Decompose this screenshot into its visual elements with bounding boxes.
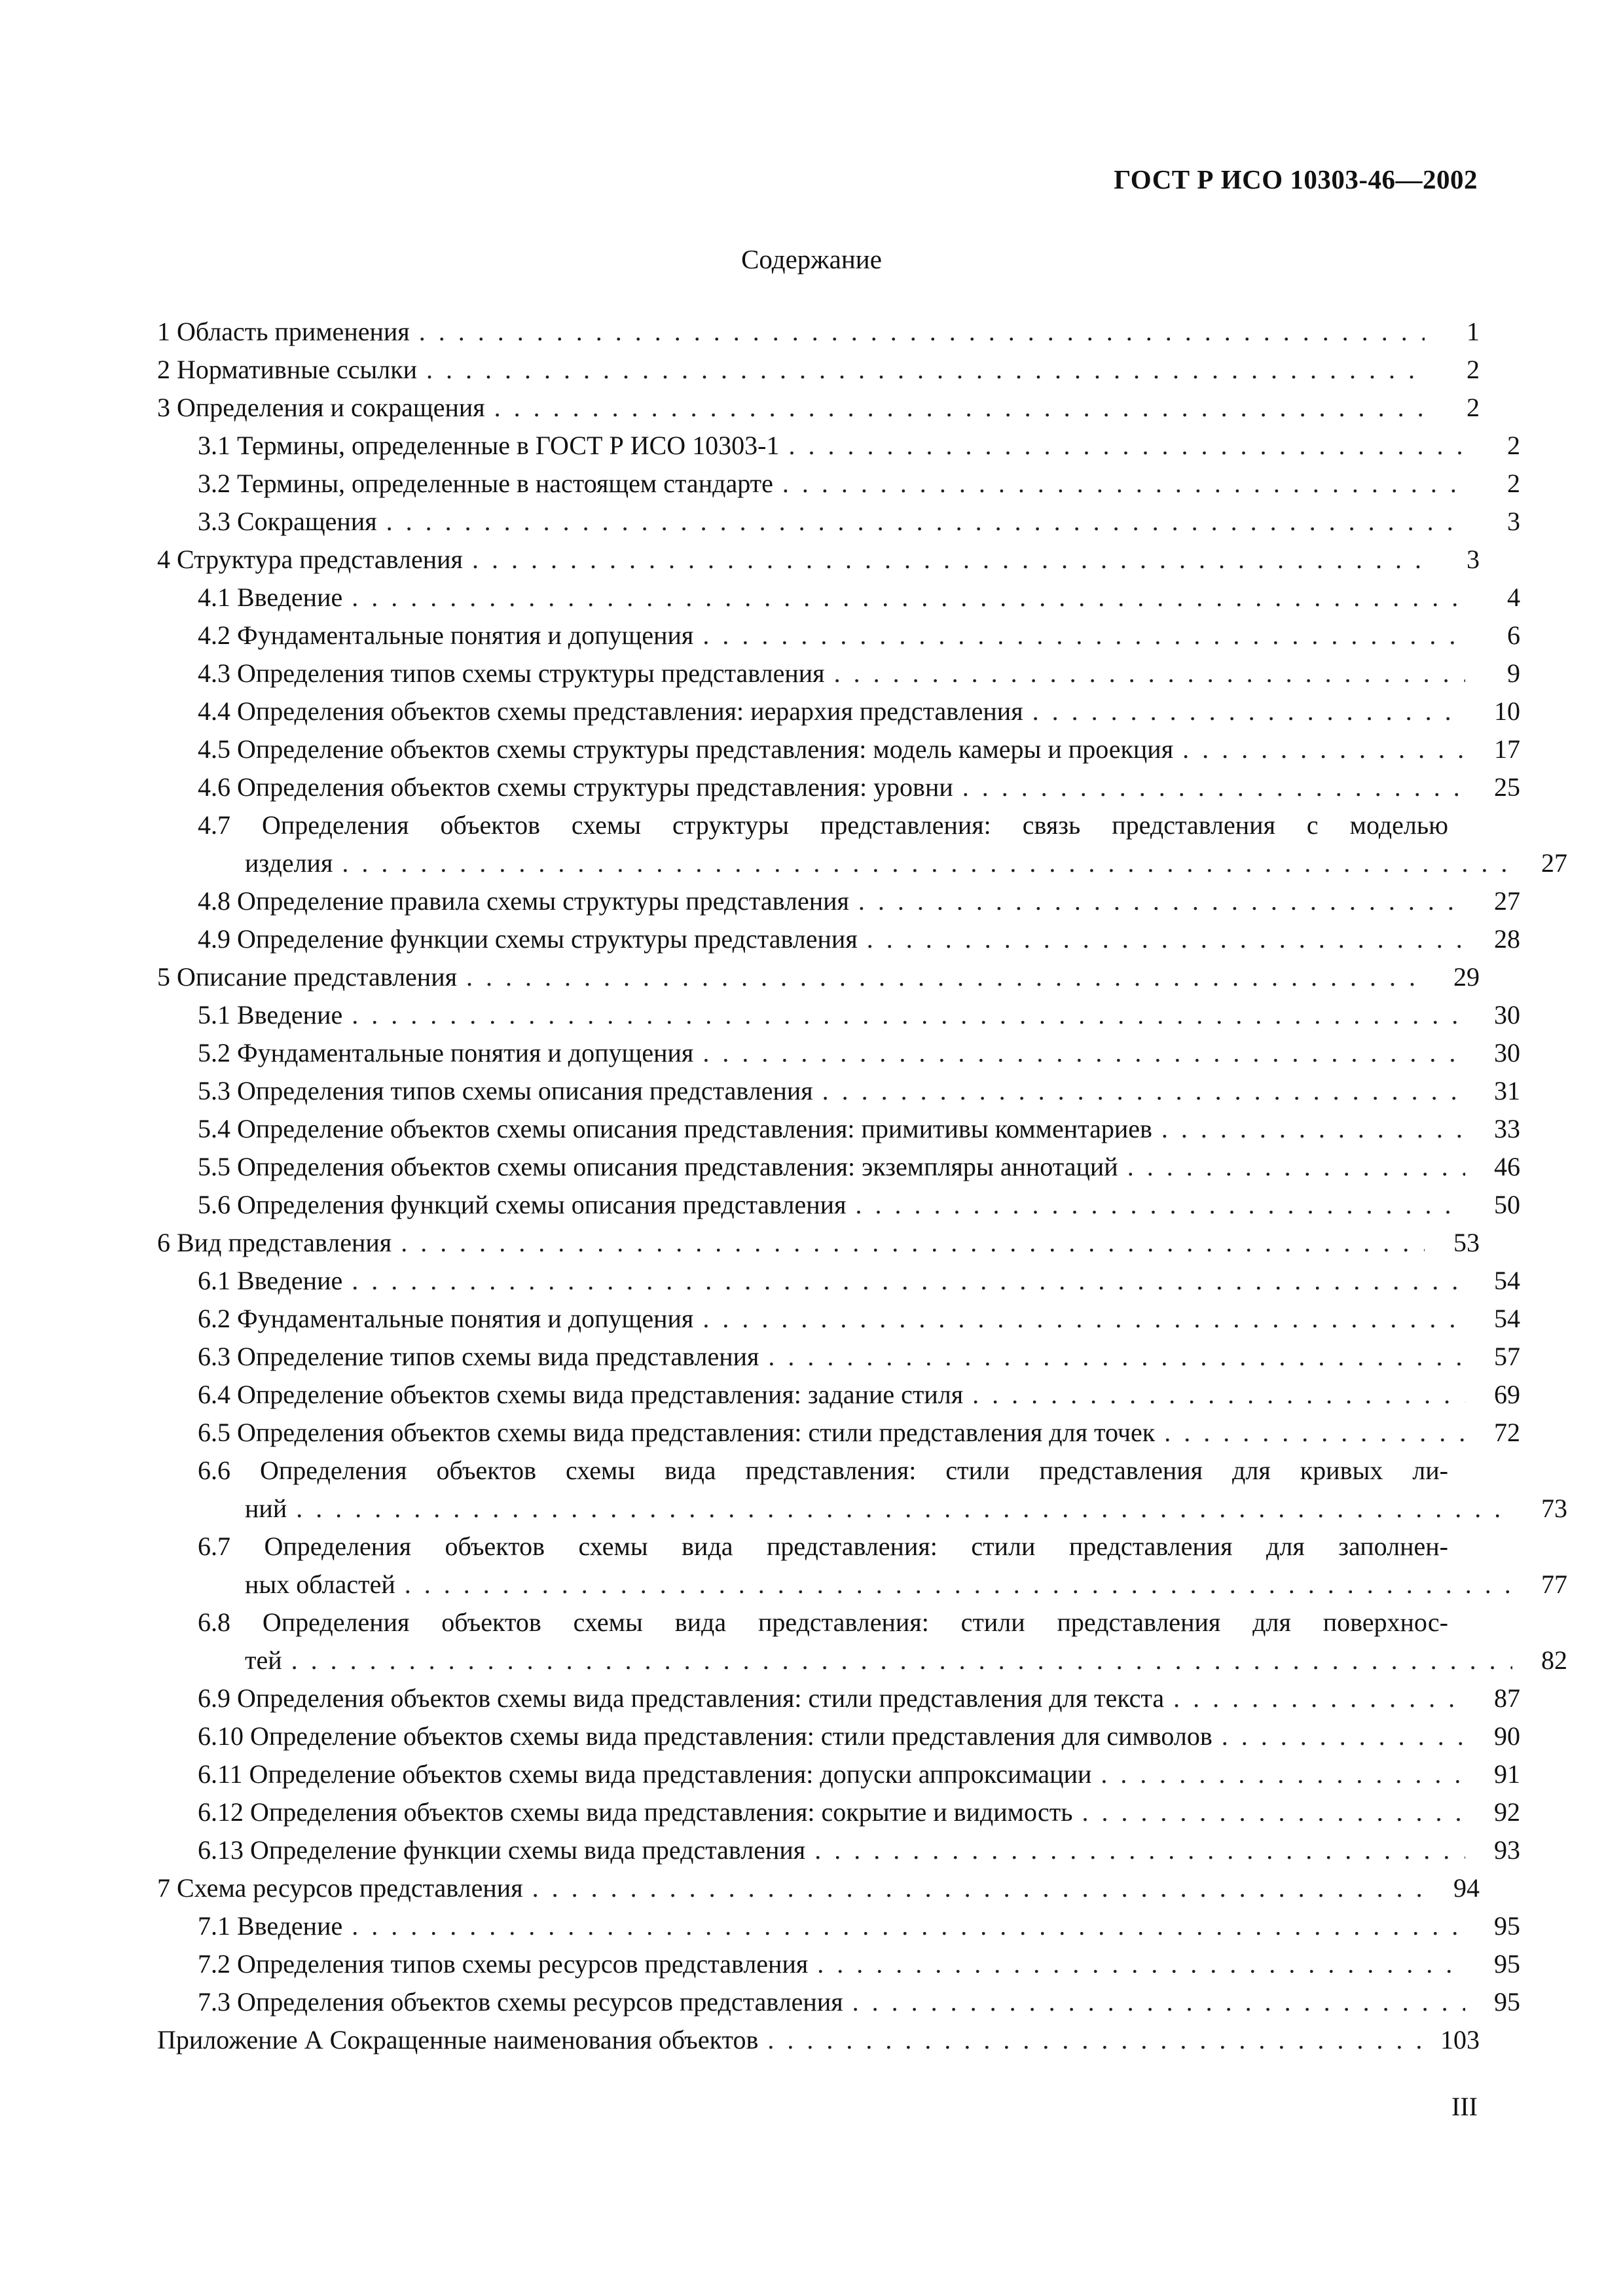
toc-entry-title: 7 Схема ресурсов представления <box>157 1873 523 1903</box>
toc-entry-row <box>198 1148 1520 1186</box>
toc-entry[interactable] <box>157 1148 1520 1186</box>
toc-entry[interactable] <box>157 1604 1567 1679</box>
toc-entry-row <box>198 1679 1520 1717</box>
toc-entry-page-number: 92 <box>1494 1797 1520 1827</box>
toc-entry[interactable] <box>157 1528 1567 1604</box>
toc-entry-title-continuation: тей <box>245 1645 282 1675</box>
dot-leader <box>834 655 1465 692</box>
toc-entry-row <box>198 1983 1520 2021</box>
toc-entry[interactable] <box>157 1452 1567 1528</box>
toc-entry-row <box>198 1110 1520 1148</box>
dot-leader <box>1161 1110 1465 1148</box>
toc-entry-page-number: 2 <box>1467 393 1480 422</box>
toc-entry-title: 4.2 Фундаментальные понятия и допущения <box>198 620 694 650</box>
dot-leader <box>972 1376 1465 1414</box>
toc-entry-title: 2 Нормативные ссылки <box>157 355 418 384</box>
dot-leader <box>291 1641 1512 1679</box>
toc-entry-title: 5.4 Определение объектов схемы описания представления: примитивы комментариев <box>198 1114 1152 1143</box>
toc-entry-row <box>198 1831 1520 1869</box>
toc-entry-page-number: 3 <box>1467 545 1480 574</box>
dot-leader <box>532 1869 1425 1907</box>
toc-entry-title: Приложение А Сокращенные наименования объектов <box>157 2025 759 2054</box>
toc-entry[interactable] <box>157 503 1520 541</box>
toc-entry-title: 6.6 Определения объектов схемы вида представления: стили представления для кривых ли- <box>198 1456 1448 1485</box>
dot-leader <box>342 844 1512 882</box>
toc-entry-page-number: 95 <box>1494 1911 1520 1941</box>
dot-leader <box>386 503 1465 541</box>
toc-entry-title: 4.5 Определение объектов схемы структуры представления: модель камеры и проекция <box>198 734 1174 764</box>
toc-entry[interactable] <box>157 1907 1520 1945</box>
dot-leader <box>855 1186 1465 1224</box>
toc-entry[interactable] <box>157 806 1567 882</box>
toc-entry[interactable] <box>157 1224 1480 1262</box>
toc-entry-page-number: 77 <box>1541 1570 1567 1599</box>
toc-entry-title: 5.2 Фундаментальные понятия и допущения <box>198 1038 694 1067</box>
dot-leader <box>822 1072 1465 1110</box>
dot-leader <box>1182 730 1465 768</box>
dot-leader <box>817 1945 1465 1983</box>
toc-entry-row <box>198 996 1520 1034</box>
toc-entry-page-number: 6 <box>1507 620 1520 650</box>
toc-entry-row <box>157 351 1480 389</box>
toc-entry[interactable] <box>157 958 1480 996</box>
toc-entry-row <box>198 730 1520 768</box>
document-code-header: ГОСТ Р ИСО 10303-46—2002 <box>1114 164 1478 194</box>
toc-entry-title: 6.12 Определения объектов схемы вида представления: сокрытие и видимость <box>198 1797 1073 1827</box>
toc-entry-title: 5.1 Введение <box>198 1000 343 1030</box>
dot-leader <box>782 465 1465 503</box>
dot-leader <box>702 1300 1465 1338</box>
toc-entry-title: 4.1 Введение <box>198 583 343 612</box>
toc-entry-page-number: 2 <box>1467 355 1480 384</box>
toc-entry-row <box>198 1566 1567 1604</box>
toc-entry-title: 7.3 Определения объектов схемы ресурсов представления <box>198 1987 843 2017</box>
dot-leader <box>858 882 1465 920</box>
toc-entry-page-number: 72 <box>1494 1418 1520 1447</box>
dot-leader <box>1164 1414 1465 1452</box>
dot-leader <box>405 1566 1512 1604</box>
dot-leader <box>352 1907 1465 1945</box>
toc-entry-title: 4 Структура представления <box>157 545 463 574</box>
toc-entry-row <box>198 1641 1567 1679</box>
toc-entry[interactable] <box>157 1262 1520 1300</box>
toc-entry[interactable] <box>157 617 1520 655</box>
toc-entry-page-number: 29 <box>1453 962 1480 992</box>
toc-entry[interactable] <box>157 882 1520 920</box>
toc-entry-row <box>198 1755 1520 1793</box>
toc-entry-page-number: 57 <box>1494 1342 1520 1371</box>
toc-entry-page-number: 25 <box>1494 772 1520 802</box>
toc-entry[interactable] <box>157 1869 1480 1907</box>
toc-entry-page-number: 53 <box>1453 1228 1480 1257</box>
dot-leader <box>788 427 1465 465</box>
toc-entry-page-number: 2 <box>1507 469 1520 498</box>
toc-entry[interactable] <box>157 1831 1520 1869</box>
toc-entry[interactable] <box>157 1338 1520 1376</box>
toc-entry-title: 4.3 Определения типов схемы структуры представления <box>198 658 825 688</box>
dot-leader <box>352 996 1465 1034</box>
toc-entry[interactable] <box>157 692 1520 730</box>
toc-entry[interactable] <box>157 655 1520 692</box>
dot-leader <box>702 1034 1465 1072</box>
toc-entry[interactable] <box>157 768 1520 806</box>
toc-entry-row <box>198 655 1520 692</box>
toc-entry-row <box>198 1034 1520 1072</box>
toc-entry-page-number: 93 <box>1494 1835 1520 1865</box>
toc-entry-row <box>198 427 1520 465</box>
toc-entry-page-number: 46 <box>1494 1152 1520 1181</box>
toc-entry-row <box>198 1490 1567 1528</box>
toc-entry-title: 6.10 Определение объектов схемы вида представления: стили представления для символов <box>198 1721 1213 1751</box>
toc-entry-row <box>198 1793 1520 1831</box>
toc-entry-title: 5.6 Определения функций схемы описания представления <box>198 1190 847 1219</box>
toc-entry-row <box>198 1072 1520 1110</box>
toc-entry-row <box>198 1717 1520 1755</box>
toc-entry-page-number: 54 <box>1494 1304 1520 1333</box>
dot-leader <box>472 541 1425 579</box>
toc-entry-title: 1 Область применения <box>157 317 410 346</box>
toc-entry[interactable] <box>157 1376 1520 1414</box>
toc-entry[interactable] <box>157 1034 1520 1072</box>
dot-leader <box>852 1983 1465 2021</box>
toc-entry[interactable] <box>157 1945 1520 1983</box>
toc-entry-row <box>198 465 1520 503</box>
toc-entry-title: 4.6 Определения объектов схемы структуры представления: уровни <box>198 772 953 802</box>
toc-entry-title: 4.4 Определения объектов схемы представления: иерархия представления <box>198 696 1023 726</box>
toc-entry-page-number: 90 <box>1494 1721 1520 1751</box>
toc-entry-title: 4.8 Определение правила схемы структуры представления <box>198 886 849 916</box>
dot-leader <box>1222 1717 1465 1755</box>
toc-entry-page-number: 95 <box>1494 1949 1520 1979</box>
toc-entry-row <box>198 768 1520 806</box>
dot-leader <box>1173 1679 1465 1717</box>
toc-entry-row <box>198 882 1520 920</box>
dot-leader <box>1032 692 1465 730</box>
toc-entry-page-number: 69 <box>1494 1380 1520 1409</box>
toc-entry[interactable] <box>157 1414 1520 1452</box>
toc-entry-row <box>198 844 1567 882</box>
toc-entry-row <box>157 1224 1480 1262</box>
toc-entry[interactable] <box>157 730 1520 768</box>
toc-entry-row <box>198 1300 1520 1338</box>
dot-leader <box>419 313 1425 351</box>
toc-entry-title: 6.9 Определения объектов схемы вида представления: стили представления для текста <box>198 1683 1165 1713</box>
page-number: III <box>1451 2092 1478 2121</box>
toc-entry-title: 6.1 Введение <box>198 1266 343 1295</box>
toc-entry-title: 7.2 Определения типов схемы ресурсов представления <box>198 1949 809 1979</box>
toc-entry-row <box>198 503 1520 541</box>
toc-entry-page-number: 2 <box>1507 431 1520 460</box>
toc-entry-page-number: 30 <box>1494 1038 1520 1067</box>
page-title: Содержание <box>741 244 882 274</box>
toc-entry[interactable] <box>157 996 1520 1034</box>
toc-entry[interactable] <box>157 1300 1520 1338</box>
dot-leader <box>426 351 1425 389</box>
toc-entry-page-number: 4 <box>1507 583 1520 612</box>
dot-leader <box>1101 1755 1465 1793</box>
toc-entry[interactable] <box>157 1717 1520 1755</box>
toc-entry-title: 6.5 Определения объектов схемы вида представления: стили представления для точек <box>198 1418 1156 1447</box>
toc-entry-page-number: 33 <box>1494 1114 1520 1143</box>
toc-entry-row <box>198 1376 1520 1414</box>
toc-entry-title: 3.3 Сокращения <box>198 507 377 536</box>
dot-leader <box>352 579 1465 617</box>
dot-leader <box>296 1490 1512 1528</box>
toc-entry-title-continuation: изделия <box>245 848 333 878</box>
toc-entry-row <box>198 1907 1520 1945</box>
toc-entry-row <box>198 1186 1520 1224</box>
toc-entry-row <box>198 1414 1520 1452</box>
table-of-contents <box>157 313 1567 2059</box>
toc-entry-title: 5 Описание представления <box>157 962 458 992</box>
dot-leader <box>768 1338 1465 1376</box>
toc-entry[interactable] <box>157 920 1520 958</box>
toc-entry-title: 6.2 Фундаментальные понятия и допущения <box>198 1304 694 1333</box>
toc-entry-row <box>198 1338 1520 1376</box>
toc-entry[interactable] <box>157 2021 1480 2059</box>
toc-entry-row <box>157 2021 1480 2059</box>
toc-entry-page-number: 3 <box>1507 507 1520 536</box>
toc-entry[interactable] <box>157 1793 1520 1831</box>
dot-leader <box>466 958 1425 996</box>
toc-entry-row <box>198 617 1520 655</box>
toc-entry-title: 6.3 Определение типов схемы вида представления <box>198 1342 759 1371</box>
toc-entry-title: 6 Вид представления <box>157 1228 392 1257</box>
toc-entry-row <box>157 313 1480 351</box>
toc-entry-page-number: 10 <box>1494 696 1520 726</box>
dot-leader <box>767 2021 1425 2059</box>
toc-entry-row <box>157 1869 1480 1907</box>
toc-entry[interactable] <box>157 1072 1520 1110</box>
toc-entry-title: 4.9 Определение функции схемы структуры представления <box>198 924 858 954</box>
toc-entry-title: 3.2 Термины, определенные в настоящем стандарте <box>198 469 773 498</box>
toc-entry-title: 5.5 Определения объектов схемы описания представления: экземпляры аннотаций <box>198 1152 1118 1181</box>
toc-entry[interactable] <box>157 1679 1520 1717</box>
toc-entry-row <box>157 389 1480 427</box>
toc-entry-row <box>198 1945 1520 1983</box>
toc-entry-page-number: 95 <box>1494 1987 1520 2017</box>
toc-entry[interactable] <box>157 313 1480 351</box>
dot-leader <box>494 389 1425 427</box>
dot-leader <box>1127 1148 1465 1186</box>
toc-entry-page-number: 31 <box>1494 1076 1520 1105</box>
dot-leader <box>962 768 1465 806</box>
dot-leader <box>401 1224 1425 1262</box>
toc-entry[interactable] <box>157 1110 1520 1148</box>
toc-entry-title: 3.1 Термины, определенные в ГОСТ Р ИСО 10303-1 <box>198 431 780 460</box>
toc-entry[interactable] <box>157 351 1480 389</box>
toc-entry-title: 3 Определения и сокращения <box>157 393 485 422</box>
toc-entry-title: 6.8 Определения объектов схемы вида представления: стили представления для поверхнос- <box>198 1607 1448 1637</box>
toc-entry[interactable] <box>157 1983 1520 2021</box>
toc-entry-title: 6.13 Определение функции схемы вида представления <box>198 1835 806 1865</box>
toc-entry-page-number: 50 <box>1494 1190 1520 1219</box>
toc-entry-row <box>198 692 1520 730</box>
toc-entry[interactable] <box>157 541 1480 579</box>
toc-entry-page-number: 103 <box>1440 2025 1480 2054</box>
toc-entry-page-number: 91 <box>1494 1759 1520 1789</box>
toc-entry-title: 4.7 Определения объектов схемы структуры представления: связь представления с моделью <box>198 810 1448 840</box>
toc-entry[interactable] <box>157 1186 1520 1224</box>
toc-entry-row <box>198 920 1520 958</box>
dot-leader <box>1082 1793 1465 1831</box>
dot-leader <box>702 617 1465 655</box>
toc-entry-page-number: 30 <box>1494 1000 1520 1030</box>
toc-entry[interactable] <box>157 427 1520 465</box>
toc-entry[interactable] <box>157 1755 1520 1793</box>
toc-entry-row <box>198 1262 1520 1300</box>
toc-entry-page-number: 87 <box>1494 1683 1520 1713</box>
toc-entry-title: 7.1 Введение <box>198 1911 343 1941</box>
toc-entry[interactable] <box>157 389 1480 427</box>
toc-entry-title: 6.4 Определение объектов схемы вида представления: задание стиля <box>198 1380 964 1409</box>
toc-entry-page-number: 54 <box>1494 1266 1520 1295</box>
toc-entry-page-number: 17 <box>1494 734 1520 764</box>
toc-entry[interactable] <box>157 579 1520 617</box>
toc-entry-page-number: 73 <box>1541 1494 1567 1523</box>
toc-entry-title-continuation: ний <box>245 1494 287 1523</box>
dot-leader <box>352 1262 1465 1300</box>
toc-entry-page-number: 27 <box>1494 886 1520 916</box>
toc-entry-page-number: 28 <box>1494 924 1520 954</box>
toc-entry-page-number: 82 <box>1541 1645 1567 1675</box>
toc-entry-title: 6.7 Определения объектов схемы вида представления: стили представления для заполнен- <box>198 1532 1448 1561</box>
toc-entry-row <box>157 958 1480 996</box>
toc-entry-row <box>198 579 1520 617</box>
toc-entry-page-number: 1 <box>1467 317 1480 346</box>
toc-entry-page-number: 27 <box>1541 848 1567 878</box>
dot-leader <box>867 920 1465 958</box>
toc-entry-page-number: 94 <box>1453 1873 1480 1903</box>
toc-entry-title-continuation: ных областей <box>245 1570 395 1599</box>
toc-entry[interactable] <box>157 465 1520 503</box>
toc-entry-page-number: 9 <box>1507 658 1520 688</box>
dot-leader <box>814 1831 1465 1869</box>
toc-entry-row <box>157 541 1480 579</box>
toc-entry-title: 5.3 Определения типов схемы описания представления <box>198 1076 813 1105</box>
toc-entry-title: 6.11 Определение объектов схемы вида представления: допуски аппроксимации <box>198 1759 1092 1789</box>
